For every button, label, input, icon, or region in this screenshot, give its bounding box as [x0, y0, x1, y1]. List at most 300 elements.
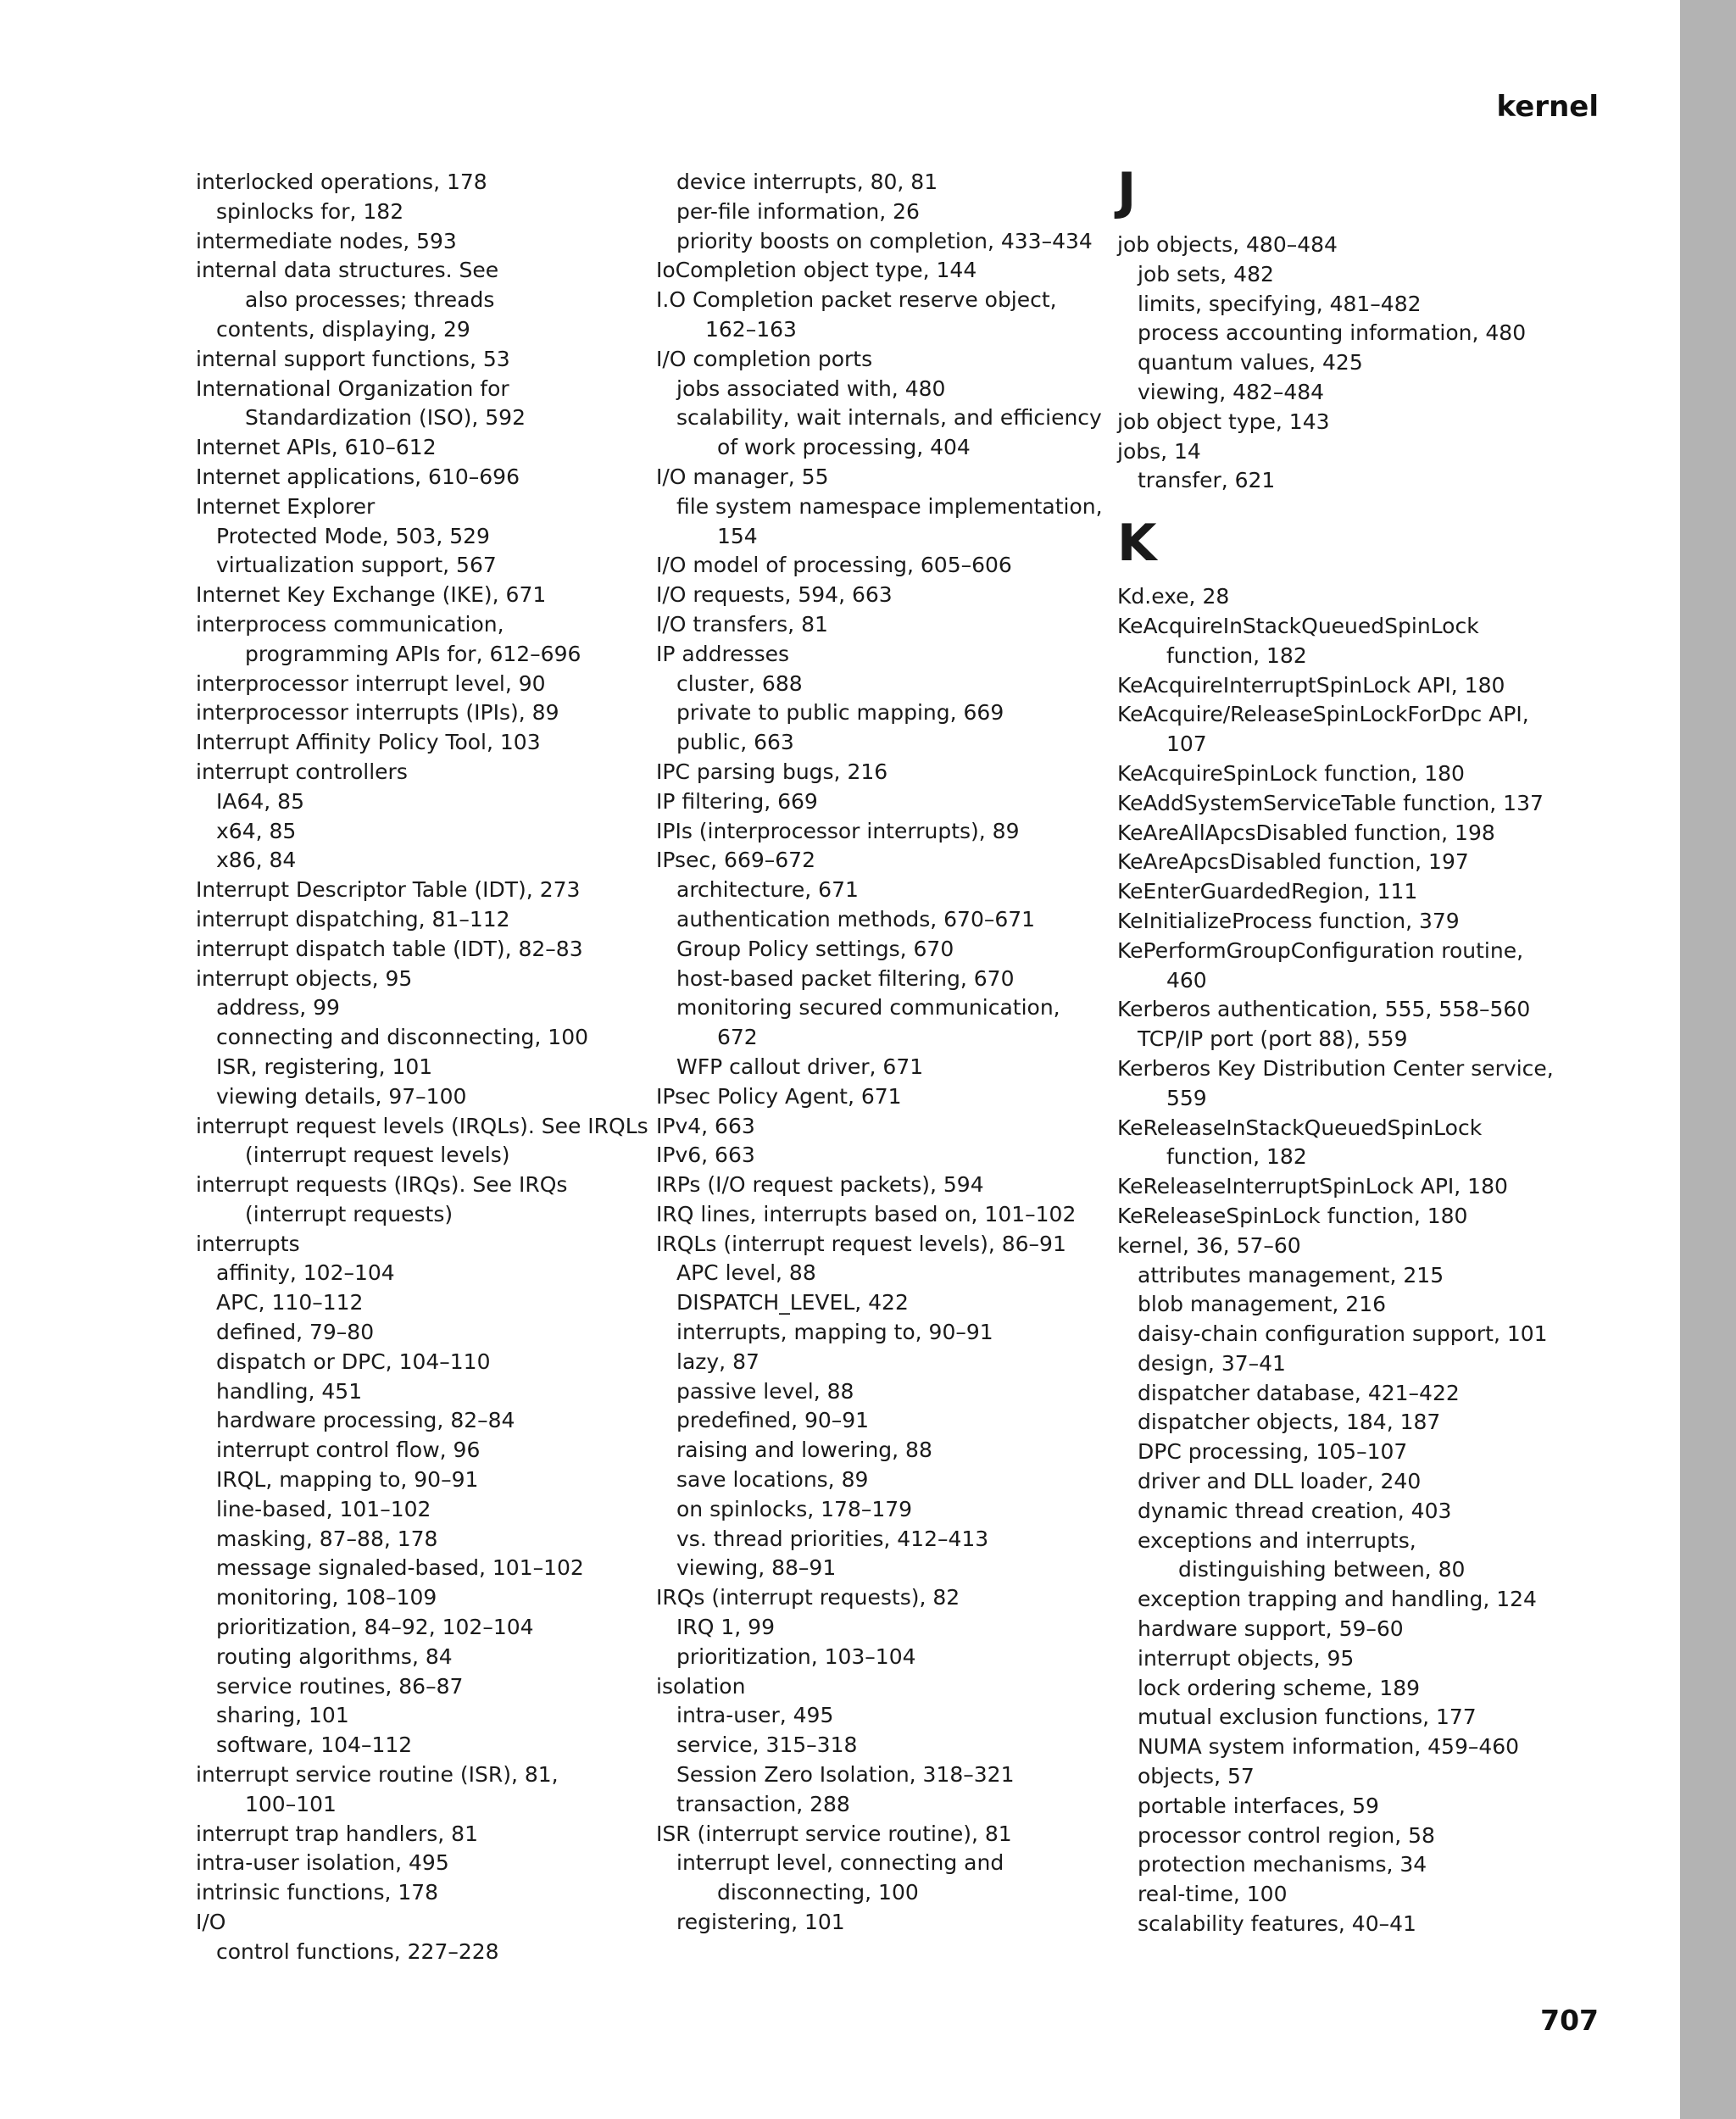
- index-entry: [656, 1406, 1114, 1436]
- index-entry: [656, 463, 1114, 492]
- index-entry-text: interprocessor interrupt level, 90: [196, 670, 546, 696]
- index-entry: [656, 1760, 1114, 1790]
- index-entry-text: I/O requests, 594, 663: [656, 582, 893, 608]
- index-entry: [656, 1466, 1114, 1495]
- index-entry-text: routing algorithms, 84: [216, 1643, 453, 1669]
- index-entry-text: viewing, 88–91: [676, 1555, 837, 1581]
- index-entry-text: KeAcquireInStackQueuedSpinLock: [1117, 613, 1479, 638]
- index-entry-text: IPv4, 663: [656, 1113, 755, 1138]
- index-entry: [196, 905, 637, 935]
- index-entry-text: cluster, 688: [676, 670, 803, 696]
- index-entry: [196, 1613, 637, 1643]
- index-entry: [656, 1230, 1114, 1260]
- index-entry: [196, 993, 637, 1023]
- index-entry: [1117, 1349, 1558, 1379]
- index-entry: [196, 1436, 637, 1466]
- index-entry-text: passive level, 88: [676, 1378, 854, 1404]
- index-entry: [196, 1377, 637, 1407]
- index-entry: [196, 1701, 637, 1731]
- index-entry: [656, 698, 1114, 728]
- index-entry: [1117, 1821, 1558, 1851]
- index-entry-text: IRPs (I/O request packets), 594: [656, 1172, 984, 1198]
- index-entry-text: monitoring secured communication,: [676, 995, 1060, 1021]
- index-entry-text: interrupts, mapping to, 90–91: [676, 1320, 993, 1345]
- index-entry: [196, 1878, 637, 1908]
- index-entry-text: intrinsic functions, 178: [196, 1880, 439, 1905]
- index-entry: [1117, 1054, 1558, 1114]
- index-entry-text: x86, 84: [216, 848, 297, 873]
- index-entry: [656, 758, 1114, 787]
- index-entry-text: mutual exclusion functions, 177: [1138, 1705, 1477, 1730]
- index-entry-text: registering, 101: [676, 1910, 845, 1935]
- index-entry-text: ISR, registering, 101: [216, 1054, 433, 1079]
- index-entry-text: hardware support, 59–60: [1138, 1616, 1404, 1642]
- index-entry-text: viewing details, 97–100: [216, 1083, 467, 1109]
- section-letter: J: [1117, 162, 1137, 221]
- index-entry-text: control functions, 227–228: [216, 1938, 499, 1964]
- index-entry: [1117, 612, 1558, 671]
- index-entry-text: driver and DLL loader, 240: [1138, 1469, 1422, 1494]
- index-entry-text: defined, 79–80: [216, 1320, 375, 1345]
- index-entry-text: scalability features, 40–41: [1138, 1911, 1416, 1937]
- index-entry-text: jobs associated with, 480: [676, 375, 946, 401]
- index-entry-text: NUMA system information, 459–460: [1138, 1734, 1520, 1760]
- index-entry-text: file system namespace implementation,: [676, 493, 1103, 519]
- index-entry-text: kernel, 36, 57–60: [1117, 1232, 1301, 1258]
- index-entry: [196, 1820, 637, 1849]
- index-entry-text: transfer, 621: [1138, 468, 1276, 493]
- index-entry-text: IA64, 85: [216, 788, 304, 814]
- index-entry-text: Internet applications, 610–696: [196, 464, 520, 489]
- index-entry-text: lock ordering scheme, 189: [1138, 1675, 1421, 1700]
- index-entry-text: IPsec, 669–672: [656, 848, 815, 873]
- index-entry-text: processor control region, 58: [1138, 1822, 1435, 1848]
- index-entry: [1117, 907, 1558, 937]
- index-entry-text: handling, 451: [216, 1378, 363, 1404]
- index-entry-text: dispatcher objects, 184, 187: [1138, 1410, 1441, 1435]
- index-entry: [196, 1348, 637, 1377]
- index-entry-text: IRQLs (interrupt request levels), 86–91: [656, 1231, 1066, 1256]
- index-entry-text: affinity, 102–104: [216, 1260, 395, 1286]
- index-entry-continuation: Standardization (ISO), 592: [245, 405, 526, 431]
- index-entry: [656, 1171, 1114, 1200]
- index-entry: [656, 1525, 1114, 1554]
- index-entry: [196, 935, 637, 965]
- index-entry: [1117, 1792, 1558, 1821]
- index-entry: [196, 728, 637, 758]
- index-entry-text: IPIs (interprocessor interrupts), 89: [656, 818, 1020, 843]
- index-entry: [656, 1082, 1114, 1112]
- index-entry: [196, 670, 637, 699]
- index-entry-text: APC level, 88: [676, 1260, 816, 1286]
- index-entry-text: Kerberos authentication, 555, 558–560: [1117, 997, 1531, 1022]
- index-entry-text: KeAcquireInterruptSpinLock API, 180: [1117, 672, 1505, 698]
- index-entry: [196, 876, 637, 905]
- index-entry: [196, 1731, 637, 1760]
- index-entry-text: interrupt controllers: [196, 759, 408, 784]
- index-entry: [656, 197, 1114, 227]
- index-entry: [656, 1200, 1114, 1230]
- index-entry-text: I/O model of processing, 605–606: [656, 553, 1012, 578]
- index-entry-continuation: programming APIs for, 612–696: [245, 641, 581, 666]
- index-entry-text: lazy, 87: [676, 1349, 760, 1374]
- index-entry-text: I/O completion ports: [656, 346, 873, 371]
- index-entry: [196, 1082, 637, 1112]
- index-entry-text: KeAcquireSpinLock function, 180: [1117, 760, 1465, 786]
- index-entry: [1117, 759, 1558, 789]
- index-entry: [1117, 1732, 1558, 1762]
- index-entry-text: per-file information, 26: [676, 198, 920, 224]
- index-entry-continuation: 107: [1166, 731, 1207, 757]
- index-entry-text: IP addresses: [656, 641, 790, 666]
- index-entry-text: International Organization for: [196, 375, 509, 401]
- index-entry: [196, 168, 637, 197]
- index-entry-text: IPC parsing bugs, 216: [656, 759, 888, 784]
- index-entry-text: internal support functions, 53: [196, 346, 510, 371]
- index-entry: [196, 1053, 637, 1082]
- index-entry: [1117, 582, 1558, 612]
- index-entry: [196, 1672, 637, 1702]
- index-entry-text: scalability, wait internals, and efficiency: [676, 405, 1102, 431]
- index-entry-continuation: also processes; threads: [245, 287, 495, 313]
- index-entry: [196, 1908, 637, 1938]
- index-entry: [656, 1790, 1114, 1820]
- index-entry-text: Kerberos Key Distribution Center service,: [1117, 1055, 1554, 1081]
- index-entry: [196, 345, 637, 375]
- index-entry-text: job object type, 143: [1117, 409, 1330, 434]
- index-entry-continuation: (interrupt requests): [245, 1201, 453, 1226]
- index-entry-text: DPC processing, 105–107: [1138, 1439, 1408, 1465]
- index-entry: [656, 1141, 1114, 1171]
- index-entry: [656, 905, 1114, 935]
- index-entry-text: limits, specifying, 481–482: [1138, 291, 1422, 316]
- index-entry: [1117, 1703, 1558, 1732]
- index-entry-text: DISPATCH_LEVEL, 422: [676, 1290, 909, 1315]
- index-entry: [656, 1288, 1114, 1318]
- index-entry: [196, 256, 637, 315]
- index-entry: [656, 787, 1114, 817]
- index-entry-continuation: of work processing, 404: [717, 435, 971, 460]
- index-entry: [1117, 466, 1558, 496]
- index-entry: [196, 492, 637, 522]
- index-entry-text: KeReleaseInterruptSpinLock API, 180: [1117, 1174, 1508, 1199]
- index-entry-text: KeAcquire/ReleaseSpinLockForDpc API,: [1117, 702, 1529, 727]
- index-entry: [1117, 1674, 1558, 1704]
- index-entry: [656, 817, 1114, 847]
- index-entry-continuation: 559: [1166, 1085, 1207, 1110]
- index-entry: [1117, 231, 1558, 260]
- index-entry-text: intra-user, 495: [676, 1703, 834, 1728]
- index-entry-continuation: function, 182: [1166, 1144, 1307, 1170]
- index-entry-text: IRQs (interrupt requests), 82: [656, 1585, 960, 1610]
- index-entry-text: KeAreApcsDisabled function, 197: [1117, 849, 1469, 875]
- index-entry-text: predefined, 90–91: [676, 1408, 870, 1433]
- index-entry: [196, 846, 637, 876]
- index-entry: [656, 965, 1114, 994]
- index-entry: [1117, 877, 1558, 907]
- index-entry: [656, 846, 1114, 876]
- index-entry: [1117, 1644, 1558, 1674]
- index-entry-text: interrupt level, connecting and: [676, 1850, 1004, 1876]
- index-entry: [656, 1348, 1114, 1377]
- index-entry-text: IP filtering, 669: [656, 788, 818, 814]
- index-entry: [1117, 1880, 1558, 1910]
- index-entry-continuation: 460: [1166, 967, 1207, 993]
- index-entry: [656, 1554, 1114, 1583]
- index-entry-text: KeAreAllApcsDisabled function, 198: [1117, 820, 1495, 845]
- index-entry-text: dynamic thread creation, 403: [1138, 1498, 1452, 1523]
- index-entry-text: virtualization support, 567: [216, 553, 497, 578]
- index-entry: [196, 1583, 637, 1613]
- index-entry-text: I/O manager, 55: [656, 464, 829, 489]
- index-entry: [656, 403, 1114, 463]
- index-entry: [196, 817, 637, 847]
- index-entry: [196, 551, 637, 581]
- index-entry-text: KeInitializeProcess function, 379: [1117, 908, 1460, 933]
- index-entry-text: interrupt dispatching, 81–112: [196, 906, 510, 932]
- index-entry-text: quantum values, 425: [1138, 350, 1363, 375]
- index-entry-continuation: distinguishing between, 80: [1178, 1557, 1466, 1582]
- index-entry-text: ISR (interrupt service routine), 81: [656, 1821, 1012, 1846]
- index-entry: [1117, 290, 1558, 320]
- index-entry-text: spinlocks for, 182: [216, 198, 404, 224]
- index-entry-text: jobs, 14: [1117, 438, 1201, 464]
- index-entry: [196, 610, 637, 670]
- index-entry-text: sharing, 101: [216, 1703, 349, 1728]
- index-entry: [1117, 1202, 1558, 1232]
- index-entry: [1117, 1232, 1558, 1261]
- index-entry: [1117, 1408, 1558, 1438]
- index-entry-continuation: 154: [717, 523, 758, 548]
- index-entry: [656, 1436, 1114, 1466]
- index-entry-text: internal data structures. See: [196, 258, 499, 283]
- index-entry-text: authentication methods, 670–671: [676, 906, 1036, 932]
- index-entry: [1117, 848, 1558, 877]
- index-entry-text: interprocessor interrupts (IPIs), 89: [196, 700, 559, 726]
- index-entry-text: IRQ 1, 99: [676, 1615, 775, 1640]
- index-entry: [1117, 1615, 1558, 1644]
- index-entry-text: Kd.exe, 28: [1117, 584, 1230, 609]
- index-entry: [656, 993, 1114, 1053]
- index-entry-text: Interrupt Affinity Policy Tool, 103: [196, 730, 541, 755]
- index-entry: [656, 227, 1114, 257]
- index-entry: [1117, 995, 1558, 1025]
- index-entry-text: Internet APIs, 610–612: [196, 435, 437, 460]
- index-entry: [656, 1908, 1114, 1938]
- index-entry: [196, 1318, 637, 1348]
- index-entry-text: Protected Mode, 503, 529: [216, 523, 490, 548]
- index-entry-continuation: 100–101: [245, 1791, 337, 1816]
- index-entry-text: portable interfaces, 59: [1138, 1793, 1379, 1818]
- index-entry: [1117, 260, 1558, 290]
- index-entry: [196, 1849, 637, 1878]
- index-entry-text: priority boosts on completion, 433–434: [676, 228, 1093, 253]
- index-entry-text: interrupts: [196, 1231, 300, 1256]
- index-entry-text: software, 104–112: [216, 1732, 413, 1758]
- index-entry: [1117, 1527, 1558, 1586]
- index-entry: [656, 492, 1114, 552]
- index-entry: [196, 375, 637, 434]
- index-entry: [656, 256, 1114, 286]
- index-entry: [656, 1643, 1114, 1672]
- index-entry-text: interrupt objects, 95: [196, 965, 413, 991]
- index-entry: [1117, 319, 1558, 348]
- page-number: 707: [1540, 2004, 1599, 2037]
- index-entry-text: IRQ lines, interrupts based on, 101–102: [656, 1201, 1077, 1226]
- index-entry-text: attributes management, 215: [1138, 1262, 1444, 1288]
- index-entry: [1117, 437, 1558, 467]
- index-entry-text: interrupt service routine (ISR), 81,: [196, 1762, 559, 1788]
- index-entry-text: viewing, 482–484: [1138, 379, 1325, 404]
- index-entry: [1117, 1497, 1558, 1527]
- index-entry: [656, 610, 1114, 640]
- index-entry-text: transaction, 288: [676, 1791, 850, 1816]
- index-entry-continuation: function, 182: [1166, 642, 1307, 668]
- index-entry: [196, 581, 637, 610]
- index-entry: [656, 1495, 1114, 1525]
- index-entry-text: masking, 87–88, 178: [216, 1526, 438, 1551]
- index-entry-text: Internet Explorer: [196, 493, 376, 519]
- index-entry-text: KeEnterGuardedRegion, 111: [1117, 879, 1418, 904]
- index-entry: [656, 168, 1114, 197]
- index-entry: [196, 463, 637, 492]
- index-entry-text: vs. thread priorities, 412–413: [676, 1526, 989, 1551]
- index-entry: [656, 1053, 1114, 1082]
- index-entry: [656, 1318, 1114, 1348]
- index-entry-text: TCP/IP port (port 88), 559: [1138, 1026, 1408, 1052]
- index-entry-text: exceptions and interrupts,: [1138, 1527, 1416, 1553]
- index-entry: [1117, 1379, 1558, 1409]
- index-entry: [656, 551, 1114, 581]
- index-entry-text: protection mechanisms, 34: [1138, 1852, 1427, 1877]
- index-entry: [1117, 1467, 1558, 1497]
- index-entry-text: I.O Completion packet reserve object,: [656, 287, 1057, 313]
- index-entry-text: service routines, 86–87: [216, 1673, 464, 1699]
- index-entry: [1117, 1438, 1558, 1467]
- index-entry-text: IPv6, 663: [656, 1143, 755, 1168]
- index-entry-text: isolation: [656, 1673, 746, 1699]
- index-entry-text: contents, displaying, 29: [216, 316, 470, 342]
- index-entry: [656, 876, 1114, 905]
- index-entry-text: raising and lowering, 88: [676, 1438, 932, 1463]
- index-entry-continuation: 162–163: [705, 316, 797, 342]
- index-entry: [196, 1466, 637, 1495]
- index-entry-text: process accounting information, 480: [1138, 320, 1527, 346]
- index-entry-continuation: disconnecting, 100: [717, 1880, 919, 1905]
- index-entry-text: Interrupt Descriptor Table (IDT), 273: [196, 877, 581, 903]
- index-entry: [1117, 1910, 1558, 1939]
- index-entry-text: WFP callout driver, 671: [676, 1054, 924, 1079]
- index-entry: [1117, 1114, 1558, 1173]
- index-entry: [1117, 700, 1558, 759]
- index-entry: [196, 1406, 637, 1436]
- index-entry: [196, 1525, 637, 1554]
- index-entry: [1117, 1320, 1558, 1349]
- index-entry: [196, 1760, 637, 1820]
- index-entry-text: service, 315–318: [676, 1732, 858, 1758]
- index-entry-text: hardware processing, 82–84: [216, 1408, 515, 1433]
- index-entry-text: message signaled-based, 101–102: [216, 1555, 584, 1581]
- index-entry-text: KePerformGroupConfiguration routine,: [1117, 937, 1524, 963]
- index-entry: [196, 1112, 648, 1171]
- index-entry-text: IoCompletion object type, 144: [656, 258, 977, 283]
- index-entry-text: Internet Key Exchange (IKE), 671: [196, 582, 547, 608]
- index-entry: [196, 787, 637, 817]
- index-entry: [656, 640, 1114, 670]
- index-entry-text: device interrupts, 80, 81: [676, 170, 938, 194]
- index-entry-text: exception trapping and handling, 124: [1138, 1587, 1537, 1612]
- index-entry: [196, 433, 637, 463]
- index-entry-text: IRQL, mapping to, 90–91: [216, 1467, 479, 1493]
- index-entry-text: KeReleaseSpinLock function, 180: [1117, 1203, 1468, 1228]
- index-entry: [656, 286, 1114, 345]
- index-entry-text: Group Policy settings, 670: [676, 936, 954, 961]
- index-entry: [656, 375, 1114, 404]
- index-entry: [1117, 819, 1558, 848]
- index-entry: [656, 1849, 1114, 1908]
- index-entry-text: job objects, 480–484: [1117, 232, 1338, 257]
- index-entry-text: dispatch or DPC, 104–110: [216, 1349, 491, 1374]
- index-entry-text: I/O: [196, 1910, 226, 1935]
- index-entry-text: architecture, 671: [676, 877, 859, 903]
- index-entry-text: blob management, 216: [1138, 1292, 1387, 1317]
- index-entry: [1117, 408, 1558, 437]
- index-entry-text: KeReleaseInStackQueuedSpinLock: [1117, 1115, 1483, 1140]
- index-entry: [196, 1554, 637, 1583]
- index-entry-text: Session Zero Isolation, 318–321: [676, 1762, 1015, 1788]
- index-entry: [656, 1377, 1114, 1407]
- index-entry-text: interrupt requests (IRQs). See IRQs: [196, 1172, 568, 1198]
- index-entry: [656, 1701, 1114, 1731]
- index-entry: [196, 315, 637, 345]
- index-entry-text: APC, 110–112: [216, 1290, 364, 1315]
- index-entry: [196, 1230, 637, 1260]
- index-entry: [196, 1495, 637, 1525]
- index-entry: [656, 1820, 1114, 1849]
- index-entry: [656, 670, 1114, 699]
- index-entry-text: intra-user isolation, 495: [196, 1850, 449, 1876]
- index-entry: [1117, 671, 1558, 701]
- index-entry-text: private to public mapping, 669: [676, 700, 1004, 726]
- index-entry: [196, 698, 637, 728]
- index-entry-text: dispatcher database, 421–422: [1138, 1380, 1460, 1405]
- index-entry: [196, 965, 637, 994]
- index-entry: [196, 1259, 637, 1288]
- index-entry: [196, 1288, 637, 1318]
- index-entry: [1117, 1261, 1558, 1291]
- index-entry-text: KeAddSystemServiceTable function, 137: [1117, 790, 1544, 815]
- index-entry-text: public, 663: [676, 730, 794, 755]
- index-entry: [656, 1259, 1114, 1288]
- index-entry: [656, 1583, 1114, 1613]
- index-entry-text: interrupt control flow, 96: [216, 1438, 481, 1463]
- running-head: kernel: [1496, 90, 1599, 124]
- index-entry: [656, 345, 1114, 375]
- index-entry-continuation: (interrupt request levels): [245, 1143, 510, 1168]
- index-entry-text: daisy-chain configuration support, 101: [1138, 1321, 1548, 1347]
- index-entry-continuation: 672: [717, 1025, 758, 1050]
- index-entry: [656, 935, 1114, 965]
- index-entry: [196, 1023, 637, 1053]
- index-entry: [656, 1112, 1114, 1142]
- index-entry-text: objects, 57: [1138, 1764, 1255, 1789]
- index-entry: [196, 227, 637, 257]
- index-entry: [196, 197, 637, 227]
- index-entry-text: interrupt request levels (IRQLs). See IRQLs: [196, 1113, 648, 1138]
- index-column-1: [196, 168, 648, 1967]
- index-entry: [1117, 1762, 1558, 1792]
- index-entry: [1117, 1172, 1558, 1202]
